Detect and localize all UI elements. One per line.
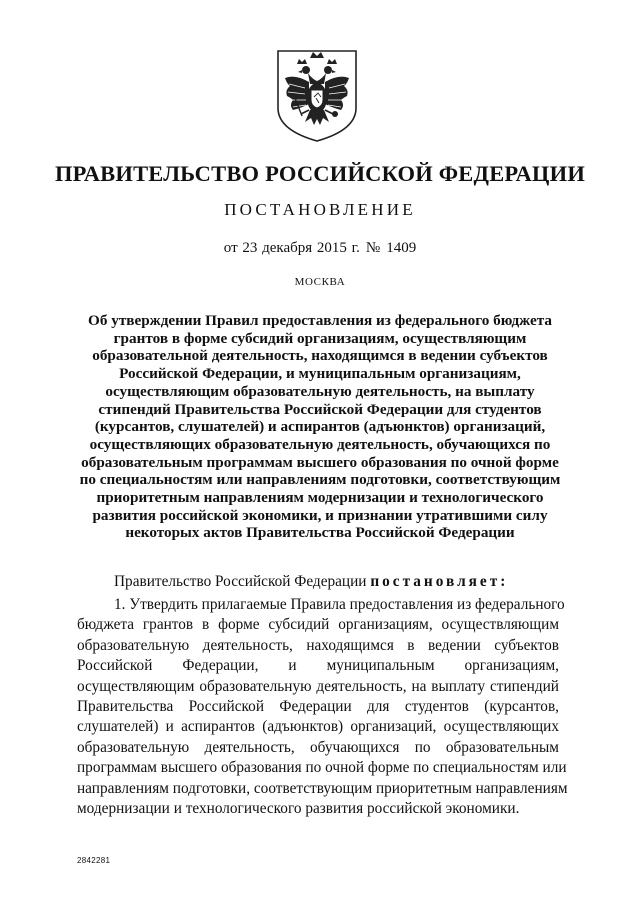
body-line: направлениям подготовки, соответствующим приоритетным направлениям [77,779,568,797]
body-line: программам высшего образования по очной форме по специальностям или [77,759,567,777]
document-number: 1409 [386,240,417,256]
organization-title: ПРАВИТЕЛЬСТВО РОССИЙСКОЙ ФЕДЕРАЦИИ [54,161,586,186]
title-line: стипендий Правительства Российской Федерации для студентов [98,400,542,418]
document-title [70,312,570,542]
title-line: развития российской экономики, и признании утратившими силу [92,506,548,524]
document-date: от 23 декабря 2015 г. [223,240,360,256]
title-line: по специальностям или направлениям подготовки, соответствующим [79,471,561,489]
body-line: слушателей) и аспирантов (адъюнктов) организаций, осуществляющих [77,718,559,736]
body-line: образовательную деятельность, обучающихся по образовательным [77,738,559,756]
preamble-text: Правительство Российской Федерации [114,573,367,590]
date-number-line [0,240,640,257]
body-line: 1. Утвердить прилагаемые Правила предоставления из федерального [114,596,565,613]
body-line: Российской Федерации, и муниципальным организациям, [77,657,559,675]
coat-of-arms-emblem [275,48,359,144]
body-line: осуществляющим образовательную деятельность, на выплату стипендий [77,677,559,695]
body-line: Правительства Российской Федерации для студентов (курсантов, [77,698,559,716]
title-line: осуществляющим образовательную деятельность, на выплату [105,382,535,400]
title-line: образовательной деятельность, находящимся в ведении субъектов [92,347,548,365]
city: МОСКВА [294,276,346,288]
title-line: (курсантов, слушателей) и аспирантов (адъюнктов) организаций, [94,418,546,436]
document-code: 2842281 [77,856,111,865]
number-sign: № [365,240,381,256]
preamble [114,573,508,591]
title-line: осуществляющих образовательную деятельность, обучающихся по [89,435,551,453]
clause-1 [77,595,568,819]
body-line: модернизации и технологического развития российской экономики. [77,800,520,818]
body-line: бюджета грантов в форме субсидий организациям, осуществляющим [77,616,559,634]
document-type: ПОСТАНОВЛЕНИЕ [224,200,416,219]
title-line: Российской Федерации, и муниципальным организациям, [119,365,521,383]
title-line: некоторых актов Правительства Российской Федерации [125,524,515,542]
title-line: Об утверждении Правил предоставления из федерального бюджета [88,312,552,329]
title-line: приоритетным направлениям модернизации и технологического [96,489,544,507]
title-line: грантов в форме субсидий организациям, осуществляющим [113,329,527,347]
title-line: образовательным программам высшего образования по очной форме [81,453,559,471]
body-line: образовательную деятельность, находящимся в ведении субъектов [77,636,559,654]
resolution-verb: постановляет: [370,573,509,590]
